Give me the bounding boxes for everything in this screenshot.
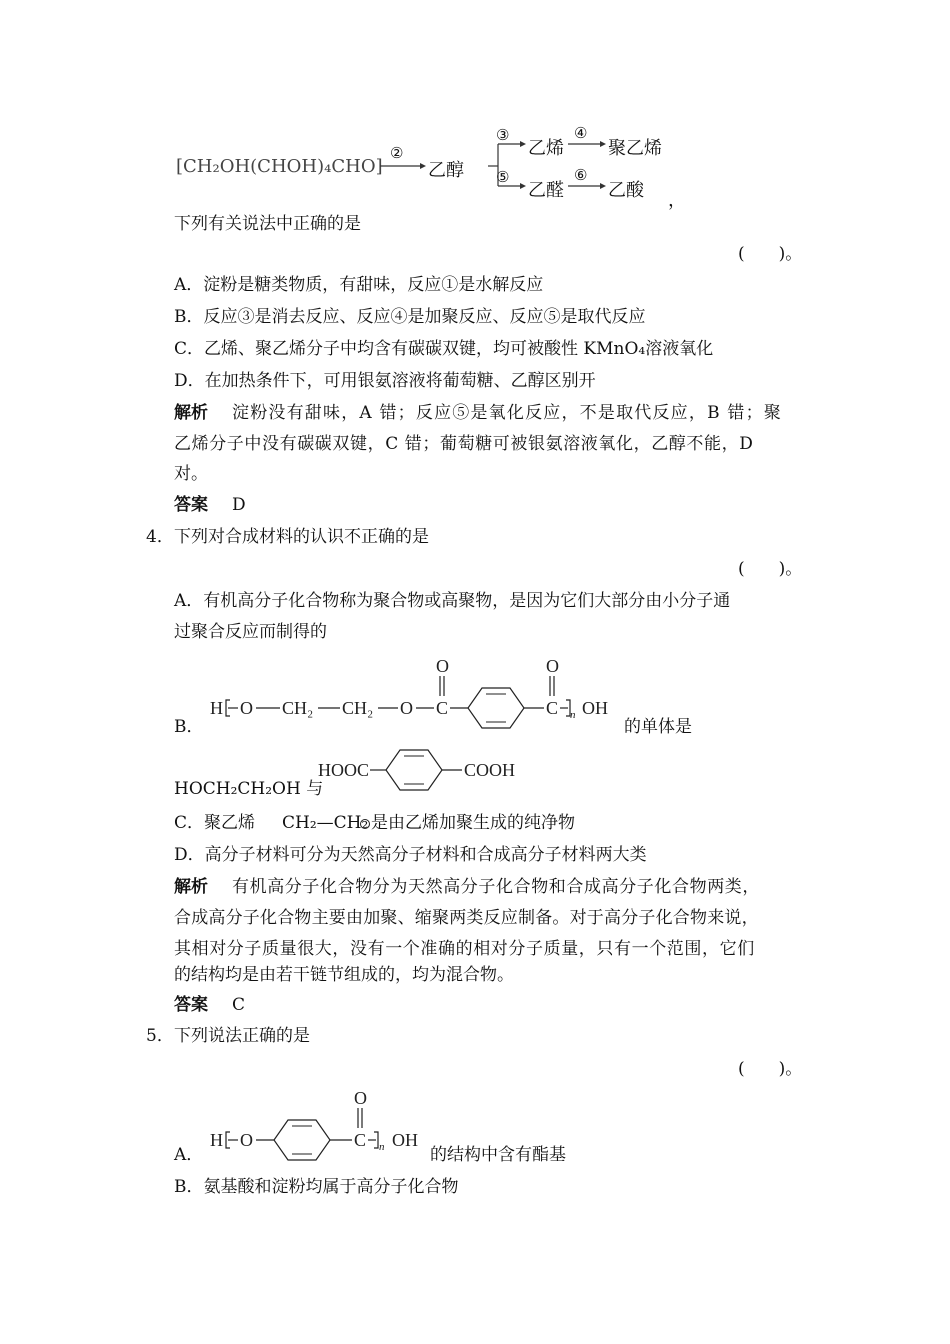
polymer-ch2-b: CH₂ (342, 698, 374, 718)
q3-analysis-line-3: 对。 (174, 464, 208, 484)
polymer-o-2: O (400, 698, 413, 718)
polymer-c-2: C (546, 698, 559, 718)
carbonyl-o-1: O (436, 656, 449, 676)
q5-answer-blank: ( )。 (738, 1059, 803, 1079)
q4-option-a-line-2: 过聚合反应而制得的 (174, 622, 327, 642)
step-2-label: ② (390, 144, 404, 162)
q5-stem: 下列说法正确的是 (174, 1026, 310, 1046)
q4-answer-value: C (232, 995, 246, 1015)
q4-stem: 下列对合成材料的认识不正确的是 (174, 527, 429, 547)
polyA-oh: OH (392, 1130, 418, 1150)
polymer-h: H (210, 698, 223, 718)
step-5-label: ⑤ (496, 168, 510, 186)
scheme-start: [CH₂OH(CHOH)₄CHO] (176, 156, 383, 177)
q3-option-c: C．乙烯、聚乙烯分子中均含有碳碳双键，均可被酸性 KMnO₄溶液氧化 (174, 339, 714, 359)
q3-answer-label: 答案 (174, 495, 208, 515)
q3-analysis-label: 解析 (174, 403, 208, 423)
q5-option-a-suffix: 的结构中含有酯基 (430, 1145, 566, 1165)
polyhydroxybenzoate-structure (206, 1084, 436, 1164)
carbonyl-o-2: O (546, 656, 559, 676)
polymer-c-1: C (436, 698, 449, 718)
polyA-carbonyl: O (354, 1088, 367, 1108)
q4-option-b-suffix: 的单体是 (624, 717, 692, 737)
ethanol-label: 乙醇 (428, 160, 464, 181)
q5-option-b: B．氨基酸和淀粉均属于高分子化合物 (174, 1177, 459, 1197)
q4-option-c-suffix: 是由乙烯加聚生成的纯净物 (371, 813, 575, 833)
q3-analysis-line-2: 乙烯分子中没有碳碳双键，C 错；葡萄糖可被银氨溶液氧化，乙醇不能，D (174, 434, 754, 454)
q4-option-c-prefix: C．聚乙烯 (174, 813, 256, 833)
polymer-o-1: O (240, 698, 253, 718)
q3-answer-value: D (232, 495, 246, 515)
q4-option-d: D．高分子材料可分为天然高分子材料和合成高分子材料两大类 (174, 845, 647, 865)
q4-number: 4． (146, 527, 174, 547)
q4-option-a-line-1: A．有机高分子化合物称为聚合物或高聚物，是因为它们大部分由小分子通 (174, 591, 731, 611)
acetic-acid-label: 乙酸 (608, 180, 644, 201)
monomer-1: HOCH₂CH₂OH 与 (174, 779, 324, 799)
q4-analysis-line-4: 的结构均是由若干链节组成的，均为混合物。 (174, 965, 514, 985)
q3-answer-blank: ( )。 (738, 244, 803, 264)
q4-analysis-line-2: 合成高分子化合物主要由加聚、缩聚两类反应制备。对于高分子化合物来说， (174, 908, 759, 928)
q3-option-a: A．淀粉是糖类物质，有甜味，反应①是水解反应 (174, 275, 544, 295)
step-3-label: ③ (496, 126, 510, 144)
polyA-n: n (379, 1141, 385, 1153)
ethylene-label: 乙烯 (528, 138, 564, 159)
q4-analysis-line-3: 其相对分子质量很大，没有一个准确的相对分子质量，只有一个范围，它们 (174, 939, 755, 959)
q4-analysis-label: 解析 (174, 877, 208, 897)
polyA-o: O (240, 1130, 253, 1150)
polyA-c: C (354, 1130, 367, 1150)
chain-circle-icon (360, 819, 370, 829)
polyA-h: H (210, 1130, 223, 1150)
monomer-2-left: HOOC (318, 760, 370, 780)
q4-answer-label: 答案 (174, 995, 208, 1015)
terephthalic-acid-structure (316, 740, 546, 800)
q5-option-a-label: A． (174, 1145, 204, 1165)
q3-option-d: D．在加热条件下，可用银氨溶液将葡萄糖、乙醇区别开 (174, 371, 596, 391)
scheme-comma: ， (668, 190, 686, 211)
q4-option-b-label: B． (174, 717, 204, 737)
polymer-n: n (570, 709, 576, 721)
monomer-2-right: COOH (464, 760, 516, 780)
q3-stem: 下列有关说法中正确的是 (174, 214, 361, 234)
q4-answer-blank: ( )。 (738, 559, 803, 579)
q4-option-c-formula: CH₂—CH₂ (282, 813, 369, 833)
step-4-label: ④ (574, 124, 588, 142)
polymer-oh: OH (582, 698, 608, 718)
polyethylene-label: 聚乙烯 (608, 138, 662, 159)
step-6-label: ⑥ (574, 166, 588, 184)
acetaldehyde-label: 乙醛 (528, 180, 564, 201)
q5-number: 5． (146, 1026, 174, 1046)
q3-option-b: B．反应③是消去反应、反应④是加聚反应、反应⑤是取代反应 (174, 307, 646, 327)
polymer-ch2-a: CH₂ (282, 698, 314, 718)
polyester-structure (206, 652, 626, 732)
q3-analysis-line-1: 淀粉没有甜味，A 错；反应⑤是氧化反应，不是取代反应，B 错；聚 (232, 403, 782, 423)
q4-analysis-line-1: 有机高分子化合物分为天然高分子化合物和合成高分子化合物两类， (232, 877, 760, 897)
